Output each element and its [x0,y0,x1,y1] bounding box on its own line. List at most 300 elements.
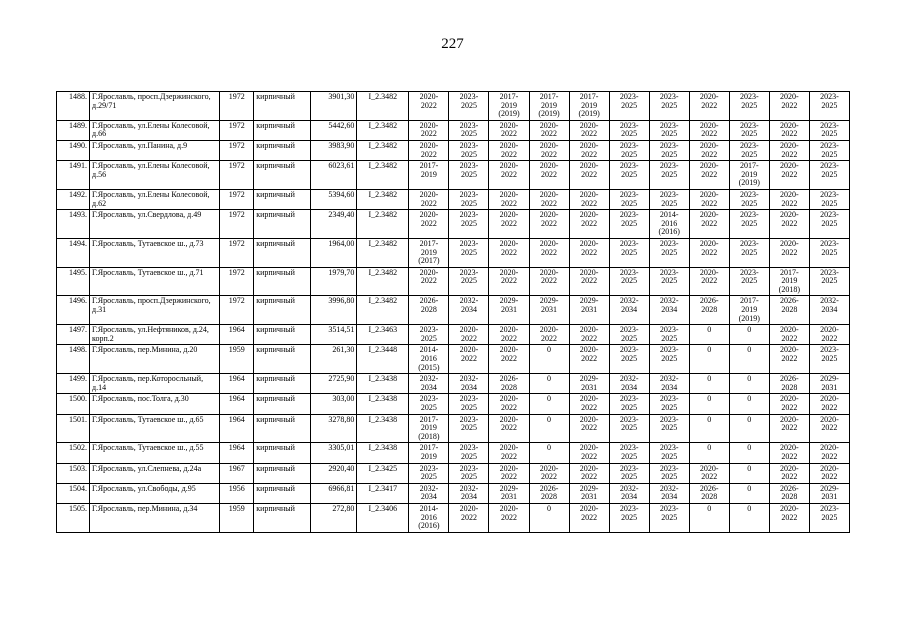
area-cell: 5394,60 [311,189,357,209]
work-period-cell: 2020- 2022 [569,325,609,345]
row-number-cell: 1489. [57,120,90,140]
area-cell: 1964,00 [311,238,357,267]
work-period-cell: 2020- 2022 [569,161,609,190]
work-period-cell: 2032- 2034 [449,483,489,503]
work-period-cell: 2020- 2022 [569,394,609,414]
work-period-cell: 2020- 2022 [769,443,809,463]
work-period-cell: 2029- 2031 [809,483,849,503]
work-period-cell: 2014- 2016 (2016) [649,210,689,239]
row-number-cell: 1488. [57,92,90,121]
work-period-cell: 2023- 2025 [729,210,769,239]
work-period-cell: 2023- 2025 [809,140,849,160]
work-period-cell: 2023- 2025 [809,120,849,140]
year-cell: 1964 [220,394,254,414]
work-period-cell: 2023- 2025 [649,463,689,483]
code-cell: I_2.3417 [357,483,409,503]
work-period-cell: 2020- 2022 [689,210,729,239]
work-period-cell: 2023- 2025 [649,92,689,121]
address-cell: Г.Ярославль, пер.Минина, д.34 [90,503,220,532]
work-period-cell: 2023- 2025 [609,140,649,160]
work-period-cell: 2023- 2025 [649,414,689,443]
area-cell: 3996,80 [311,296,357,325]
work-period-cell: 2023- 2025 [649,238,689,267]
row-number-cell: 1498. [57,345,90,374]
table-row [57,394,850,414]
page-number: 227 [441,36,464,52]
row-number-cell: 1504. [57,483,90,503]
work-period-cell: 2032- 2034 [409,374,449,394]
work-period-cell: 0 [689,394,729,414]
work-period-cell: 2026- 2028 [489,374,529,394]
work-period-cell: 0 [729,483,769,503]
work-period-cell: 2020- 2022 [689,92,729,121]
work-period-cell: 2023- 2025 [729,120,769,140]
work-period-cell: 2023- 2025 [649,394,689,414]
year-cell: 1959 [220,503,254,532]
work-period-cell: 2020- 2022 [489,238,529,267]
work-period-cell: 2023- 2025 [609,238,649,267]
work-period-cell: 2020- 2022 [569,210,609,239]
work-period-cell: 2023- 2025 [609,267,649,296]
area-cell: 261,30 [311,345,357,374]
year-cell: 1972 [220,238,254,267]
work-period-cell: 2020- 2022 [529,238,569,267]
work-period-cell: 2026- 2028 [689,483,729,503]
address-cell: Г.Ярославль, ул.Елены Колесовой, д.56 [90,161,220,190]
work-period-cell: 2020- 2022 [529,210,569,239]
work-period-cell: 2020- 2022 [529,325,569,345]
work-period-cell: 2020- 2022 [569,238,609,267]
work-period-cell: 2023- 2025 [609,463,649,483]
work-period-cell: 2023- 2025 [649,161,689,190]
work-period-cell: 2032- 2034 [449,374,489,394]
work-period-cell: 2029- 2031 [569,483,609,503]
work-period-cell: 2020- 2022 [689,267,729,296]
work-period-cell: 2029- 2031 [529,296,569,325]
work-period-cell: 2017- 2019 (2019) [529,92,569,121]
work-period-cell: 2023- 2025 [609,120,649,140]
code-cell: I_2.3482 [357,161,409,190]
work-period-cell: 2017- 2019 (2019) [729,161,769,190]
address-cell: Г.Ярославль, ул.Елены Колесовой, д.66 [90,120,220,140]
work-period-cell: 0 [729,443,769,463]
work-period-cell: 2020- 2022 [489,503,529,532]
material-cell: кирпичный [254,210,311,239]
code-cell: I_2.3482 [357,140,409,160]
row-number-cell: 1491. [57,161,90,190]
code-cell: I_2.3482 [357,238,409,267]
work-period-cell: 2023- 2025 [609,443,649,463]
work-period-cell: 2020- 2022 [409,140,449,160]
material-cell: кирпичный [254,325,311,345]
code-cell: I_2.3482 [357,296,409,325]
work-period-cell: 2020- 2022 [769,463,809,483]
material-cell: кирпичный [254,443,311,463]
work-period-cell: 2020- 2022 [529,463,569,483]
work-period-cell: 2020- 2022 [489,210,529,239]
work-period-cell: 2023- 2025 [809,238,849,267]
work-period-cell: 2023- 2025 [809,210,849,239]
work-period-cell: 2020- 2022 [569,414,609,443]
area-cell: 303,00 [311,394,357,414]
table-row [57,120,850,140]
work-period-cell: 2023- 2025 [609,345,649,374]
material-cell: кирпичный [254,414,311,443]
work-period-cell: 2020- 2022 [409,210,449,239]
area-cell: 2349,40 [311,210,357,239]
work-period-cell: 0 [689,345,729,374]
work-period-cell: 2029- 2031 [489,483,529,503]
material-cell: кирпичный [254,374,311,394]
address-cell: Г.Ярославль, Тутаевское ш., д.65 [90,414,220,443]
address-cell: Г.Ярославль, просп.Дзержинского, д.29/71 [90,92,220,121]
year-cell: 1959 [220,345,254,374]
work-period-cell: 2020- 2022 [569,120,609,140]
area-cell: 3514,51 [311,325,357,345]
work-period-cell: 0 [729,414,769,443]
area-cell: 5442,60 [311,120,357,140]
work-period-cell: 2020- 2022 [489,463,529,483]
table-row [57,374,850,394]
work-period-cell: 2020- 2022 [569,503,609,532]
work-period-cell: 2029- 2031 [569,374,609,394]
work-period-cell: 0 [529,374,569,394]
work-period-cell: 2020- 2022 [769,189,809,209]
table-row [57,189,850,209]
work-period-cell: 2026- 2028 [769,483,809,503]
work-period-cell: 2023- 2025 [449,189,489,209]
code-cell: I_2.3438 [357,443,409,463]
work-period-cell: 2023- 2025 [409,463,449,483]
work-period-cell: 2014- 2016 (2015) [409,345,449,374]
work-period-cell: 2017- 2019 (2018) [769,267,809,296]
material-cell: кирпичный [254,267,311,296]
work-period-cell: 2020- 2022 [489,443,529,463]
work-period-cell: 0 [689,443,729,463]
address-cell: Г.Ярославль, пер.Которосльный, д.14 [90,374,220,394]
work-period-cell: 2020- 2022 [489,267,529,296]
address-cell: Г.Ярославль, ул.Нефтяников, д.24, корп.2 [90,325,220,345]
area-cell: 3983,90 [311,140,357,160]
work-period-cell: 2023- 2025 [609,92,649,121]
work-period-cell: 2023- 2025 [809,267,849,296]
row-number-cell: 1501. [57,414,90,443]
work-period-cell: 2023- 2025 [609,161,649,190]
work-period-cell: 2023- 2025 [409,394,449,414]
address-cell: Г.Ярославль, Тутаевское ш., д.73 [90,238,220,267]
work-period-cell: 2017- 2019 (2017) [409,238,449,267]
code-cell: I_2.3482 [357,267,409,296]
year-cell: 1972 [220,210,254,239]
year-cell: 1964 [220,325,254,345]
table-body [57,92,850,533]
material-cell: кирпичный [254,503,311,532]
work-period-cell: 2020- 2022 [689,238,729,267]
row-number-cell: 1494. [57,238,90,267]
table-row [57,463,850,483]
table-row [57,238,850,267]
work-period-cell: 2020- 2022 [769,414,809,443]
work-period-cell: 2032- 2034 [609,374,649,394]
work-period-cell: 2020- 2022 [809,394,849,414]
work-period-cell: 2026- 2028 [689,296,729,325]
code-cell: I_2.3482 [357,210,409,239]
work-period-cell: 2026- 2028 [529,483,569,503]
work-period-cell: 2020- 2022 [569,267,609,296]
work-period-cell: 2020- 2022 [489,345,529,374]
work-period-cell: 2029- 2031 [809,374,849,394]
work-period-cell: 2020- 2022 [569,189,609,209]
work-period-cell: 2020- 2022 [769,210,809,239]
work-period-cell: 2023- 2025 [649,503,689,532]
work-period-cell: 2020- 2022 [489,325,529,345]
material-cell: кирпичный [254,345,311,374]
work-period-cell: 2020- 2022 [809,325,849,345]
row-number-cell: 1499. [57,374,90,394]
work-period-cell: 2014- 2016 (2016) [409,503,449,532]
work-period-cell: 0 [689,325,729,345]
work-period-cell: 2029- 2031 [569,296,609,325]
row-number-cell: 1500. [57,394,90,414]
work-period-cell: 2023- 2025 [449,267,489,296]
code-cell: I_2.3438 [357,414,409,443]
work-period-cell: 2020- 2022 [769,140,809,160]
table-row [57,161,850,190]
register-table [56,91,850,533]
area-cell: 2725,90 [311,374,357,394]
work-period-cell: 2023- 2025 [809,345,849,374]
code-cell: I_2.3438 [357,374,409,394]
material-cell: кирпичный [254,189,311,209]
work-period-cell: 2017- 2019 [409,161,449,190]
work-period-cell: 2020- 2022 [489,394,529,414]
work-period-cell: 0 [689,503,729,532]
work-period-cell: 2020- 2022 [489,140,529,160]
work-period-cell: 2023- 2025 [649,140,689,160]
work-period-cell: 2020- 2022 [569,443,609,463]
work-period-cell: 2020- 2022 [449,325,489,345]
row-number-cell: 1492. [57,189,90,209]
address-cell: Г.Ярославль, ул.Слепнева, д.24а [90,463,220,483]
table-row [57,210,850,239]
work-period-cell: 2020- 2022 [569,463,609,483]
work-period-cell: 2023- 2025 [409,325,449,345]
work-period-cell: 2023- 2025 [809,161,849,190]
work-period-cell: 2020- 2022 [769,503,809,532]
work-period-cell: 2023- 2025 [649,325,689,345]
code-cell: I_2.3482 [357,92,409,121]
work-period-cell: 2020- 2022 [689,189,729,209]
table-row [57,140,850,160]
row-number-cell: 1496. [57,296,90,325]
work-period-cell: 2023- 2025 [609,394,649,414]
area-cell: 6966,81 [311,483,357,503]
work-period-cell: 2020- 2022 [529,140,569,160]
year-cell: 1972 [220,267,254,296]
address-cell: Г.Ярославль, Тутаевское ш., д.55 [90,443,220,463]
year-cell: 1972 [220,92,254,121]
table-row [57,296,850,325]
work-period-cell: 2017- 2019 (2019) [569,92,609,121]
work-period-cell: 2020- 2022 [569,140,609,160]
address-cell: Г.Ярославль, Тутаевское ш., д.71 [90,267,220,296]
table-row [57,483,850,503]
work-period-cell: 2023- 2025 [449,120,489,140]
work-period-cell: 2023- 2025 [449,463,489,483]
work-period-cell: 2020- 2022 [489,189,529,209]
row-number-cell: 1495. [57,267,90,296]
work-period-cell: 2023- 2025 [449,394,489,414]
material-cell: кирпичный [254,463,311,483]
work-period-cell: 0 [729,503,769,532]
row-number-cell: 1493. [57,210,90,239]
area-cell: 1979,70 [311,267,357,296]
address-cell: Г.Ярославль, пер.Минина, д.20 [90,345,220,374]
year-cell: 1972 [220,296,254,325]
work-period-cell: 2023- 2025 [649,267,689,296]
work-period-cell: 2020- 2022 [489,120,529,140]
address-cell: Г.Ярославль, просп.Дзержинского, д.31 [90,296,220,325]
work-period-cell: 0 [529,503,569,532]
work-period-cell: 0 [729,394,769,414]
work-period-cell: 2020- 2022 [809,414,849,443]
work-period-cell: 0 [529,414,569,443]
work-period-cell: 0 [689,414,729,443]
work-period-cell: 2023- 2025 [809,503,849,532]
code-cell: I_2.3482 [357,120,409,140]
work-period-cell: 2020- 2022 [809,443,849,463]
work-period-cell: 2032- 2034 [609,296,649,325]
work-period-cell: 2026- 2028 [769,374,809,394]
table-row [57,443,850,463]
row-number-cell: 1502. [57,443,90,463]
year-cell: 1967 [220,463,254,483]
year-cell: 1972 [220,189,254,209]
work-period-cell: 2020- 2022 [449,345,489,374]
work-period-cell: 2023- 2025 [609,414,649,443]
work-period-cell: 2020- 2022 [409,189,449,209]
work-period-cell: 0 [689,374,729,394]
code-cell: I_2.3482 [357,189,409,209]
work-period-cell: 2023- 2025 [729,238,769,267]
code-cell: I_2.3438 [357,394,409,414]
work-period-cell: 0 [729,374,769,394]
work-period-cell: 2023- 2025 [609,503,649,532]
work-period-cell: 2020- 2022 [769,325,809,345]
code-cell: I_2.3425 [357,463,409,483]
work-period-cell: 2023- 2025 [449,140,489,160]
work-period-cell: 2023- 2025 [449,92,489,121]
work-period-cell: 0 [729,345,769,374]
work-period-cell: 2032- 2034 [649,296,689,325]
work-period-cell: 0 [529,345,569,374]
material-cell: кирпичный [254,92,311,121]
area-cell: 272,80 [311,503,357,532]
address-cell: Г.Ярославль, ул.Свободы, д.95 [90,483,220,503]
work-period-cell: 2020- 2022 [529,120,569,140]
year-cell: 1972 [220,161,254,190]
material-cell: кирпичный [254,483,311,503]
area-cell: 3305,01 [311,443,357,463]
work-period-cell: 2020- 2022 [769,161,809,190]
row-number-cell: 1503. [57,463,90,483]
work-period-cell: 2023- 2025 [729,92,769,121]
work-period-cell: 2032- 2034 [809,296,849,325]
material-cell: кирпичный [254,394,311,414]
work-period-cell: 2023- 2025 [729,140,769,160]
year-cell: 1972 [220,140,254,160]
work-period-cell: 2023- 2025 [449,210,489,239]
year-cell: 1964 [220,374,254,394]
material-cell: кирпичный [254,296,311,325]
work-period-cell: 2020- 2022 [489,414,529,443]
work-period-cell: 2020- 2022 [529,161,569,190]
work-period-cell: 2032- 2034 [609,483,649,503]
table-row [57,345,850,374]
table-row [57,414,850,443]
work-period-cell: 2023- 2025 [449,443,489,463]
code-cell: I_2.3406 [357,503,409,532]
address-cell: Г.Ярославль, ул.Панина, д.9 [90,140,220,160]
work-period-cell: 2023- 2025 [449,414,489,443]
work-period-cell: 2020- 2022 [769,92,809,121]
work-period-cell: 2020- 2022 [449,503,489,532]
row-number-cell: 1497. [57,325,90,345]
work-period-cell: 2020- 2022 [809,463,849,483]
work-period-cell: 2023- 2025 [609,325,649,345]
address-cell: Г.Ярославль, ул.Свердлова, д.49 [90,210,220,239]
work-period-cell: 0 [529,394,569,414]
work-period-cell: 2020- 2022 [409,120,449,140]
work-period-cell: 2026- 2028 [409,296,449,325]
work-period-cell: 2032- 2034 [649,483,689,503]
work-period-cell: 2020- 2022 [409,267,449,296]
work-period-cell: 2020- 2022 [769,394,809,414]
work-period-cell: 2023- 2025 [729,189,769,209]
material-cell: кирпичный [254,161,311,190]
code-cell: I_2.3463 [357,325,409,345]
area-cell: 3901,30 [311,92,357,121]
year-cell: 1964 [220,414,254,443]
address-cell: Г.Ярославль, ул.Елены Колесовой, д.62 [90,189,220,209]
work-period-cell: 0 [729,463,769,483]
row-number-cell: 1490. [57,140,90,160]
work-period-cell: 2020- 2022 [529,189,569,209]
address-cell: Г.Ярославль, пос.Толга, д.30 [90,394,220,414]
table-row [57,503,850,532]
material-cell: кирпичный [254,120,311,140]
area-cell: 6023,61 [311,161,357,190]
work-period-cell: 2017- 2019 [409,443,449,463]
work-period-cell: 2023- 2025 [609,210,649,239]
work-period-cell: 2020- 2022 [409,92,449,121]
work-period-cell: 2023- 2025 [449,161,489,190]
work-period-cell: 2026- 2028 [769,296,809,325]
work-period-cell: 2032- 2034 [409,483,449,503]
table-row [57,267,850,296]
material-cell: кирпичный [254,238,311,267]
work-period-cell: 2020- 2022 [569,345,609,374]
work-period-cell: 2020- 2022 [529,267,569,296]
work-period-cell: 2020- 2022 [769,345,809,374]
work-period-cell: 2029- 2031 [489,296,529,325]
year-cell: 1972 [220,120,254,140]
work-period-cell: 0 [729,325,769,345]
work-period-cell: 2017- 2019 (2019) [729,296,769,325]
year-cell: 1964 [220,443,254,463]
work-period-cell: 2023- 2025 [729,267,769,296]
work-period-cell: 2023- 2025 [809,189,849,209]
